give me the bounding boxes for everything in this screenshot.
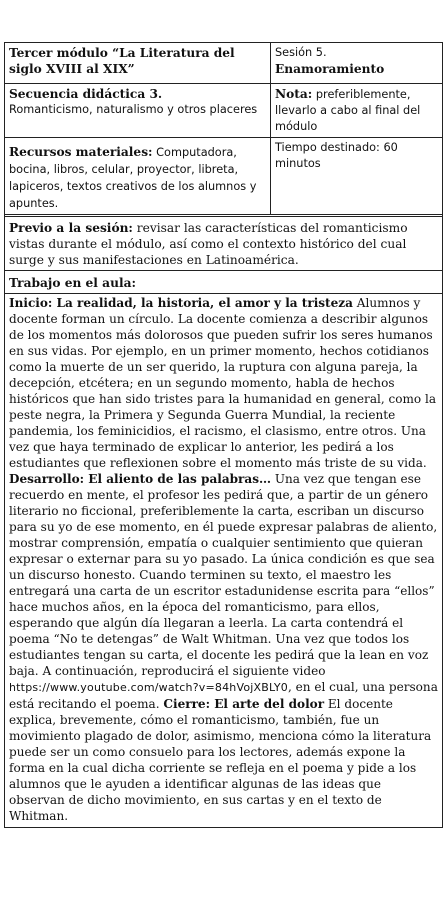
resources-row [5,138,443,215]
inicio-text: Alumnos y docente forman un círculo. La docente comienza a describir algunos de los momentos más dolorosos que pueden sufrir los seres humanos en sus vidas. Por ejemplo, en un primer momento, hechos cotidianos como la muerte de un ser querido, la ruptura con alguna pareja, la decepción, etcétera; en un segundo momento, habla de hechos históricos que han sido tristes para la humanidad en general, como la peste negra, la Primera y Segunda Guerra Mundial, la reciente pandemia, los feminicidios, el racismo, el clasismo, entre otros. Una vez que haya terminado de explicar lo anterior, les pedirá a los estudiantes que reflexionen sobre el momento más triste de su vida. [9,296,437,470]
lesson-plan-table [4,42,443,828]
resources-cell [5,138,271,215]
previous-text: revisar las características del romanticismo vistas durante el módulo, así como el contexto histórico del cual surge y sus manifestaciones en Latinoamérica. [9,221,408,267]
resources-text: Computadora, bocina, libros, celular, proyector, libreta, lapiceros, textos creativos de los alumnos y apuntes. [9,146,257,210]
video-link[interactable]: https://www.youtube.com/watch?v=84hVojXBLY0 [9,681,288,694]
sequence-row [5,84,443,138]
previous-cell [5,217,443,271]
lesson-plan-document [4,42,443,828]
desarrollo-text: Una vez que tengan ese recuerdo en mente, el profesor les pedirá que, a partir de un género literario no ficcional, preferiblemente la carta, escriban un discurso para su yo de ese momento, en él puede expresar palabras de aliento, mostrar comprensión, empatía o cualquier sentimiento que quieran expresar o externar para su yo pasado. La única condición es que sea un discurso honesto. Cuando terminen su texto, el maestro les entregará una carta de un escritor estadunidense escrita para “ellos” hace muchos años, en la época del romanticismo, para ellos, esperando que algún día llegaran a leerla. La carta contendrá el poema “No te detengas” de Walt Whitman. Una vez que todos los estudiantes tengan su carta, el docente les pedirá que la lean en voz baja. A continuación, reproducirá el siguiente video [9,472,438,678]
after-url-text: , en el cual, una persona está recitando el poema. [9,680,438,711]
classwork-body-cell [5,294,443,828]
time-text: Tiempo destinado: 60 minutos [275,141,398,170]
classwork-label-row [5,271,443,294]
note-label: Nota: [275,87,313,101]
sequence-cell [5,84,271,138]
resources-label: Recursos materiales: [9,145,153,159]
classwork-label-cell [5,271,443,294]
sequence-label: Secuencia didáctica 3. [9,87,163,101]
previous-label: Previo a la sesión: [9,221,133,235]
previous-row [5,217,443,271]
time-cell [271,138,443,215]
classwork-label: Trabajo en el aula: [9,276,136,290]
cierre-text: El docente explica, brevemente, cómo el romanticismo, también, fue un movimiento plagado de dolor, asimismo, menciona cómo la literatura puede ser un como consuelo para los lectores, además expone la forma en la cual dicha corriente se refleja en el poema y pide a los alumnos que le ayuden a identificar algunas de las ideas que observan de dicho movimiento, en sus cartas y en el texto de Whitman. [9,697,432,823]
cierre-label: Cierre: El arte del dolor [163,697,325,711]
classwork-body-row [5,294,443,828]
header-row [5,43,443,84]
session-name: Enamoramiento [275,62,385,76]
note-text: preferiblemente, llevarlo a cabo al final del módulo [275,88,421,133]
module-title-cell [5,43,271,84]
sequence-text: Romanticismo, naturalismo y otros placeres [9,103,258,116]
session-cell [271,43,443,84]
inicio-label: Inicio: La realidad, la historia, el amor y la tristeza [9,296,353,310]
module-title: Tercer módulo “La Literatura del siglo XVIII al XIX” [9,46,235,76]
desarrollo-label: Desarrollo: El aliento de las palabras… [9,472,272,486]
note-cell [271,84,443,138]
session-label: Sesión 5. [275,46,327,59]
